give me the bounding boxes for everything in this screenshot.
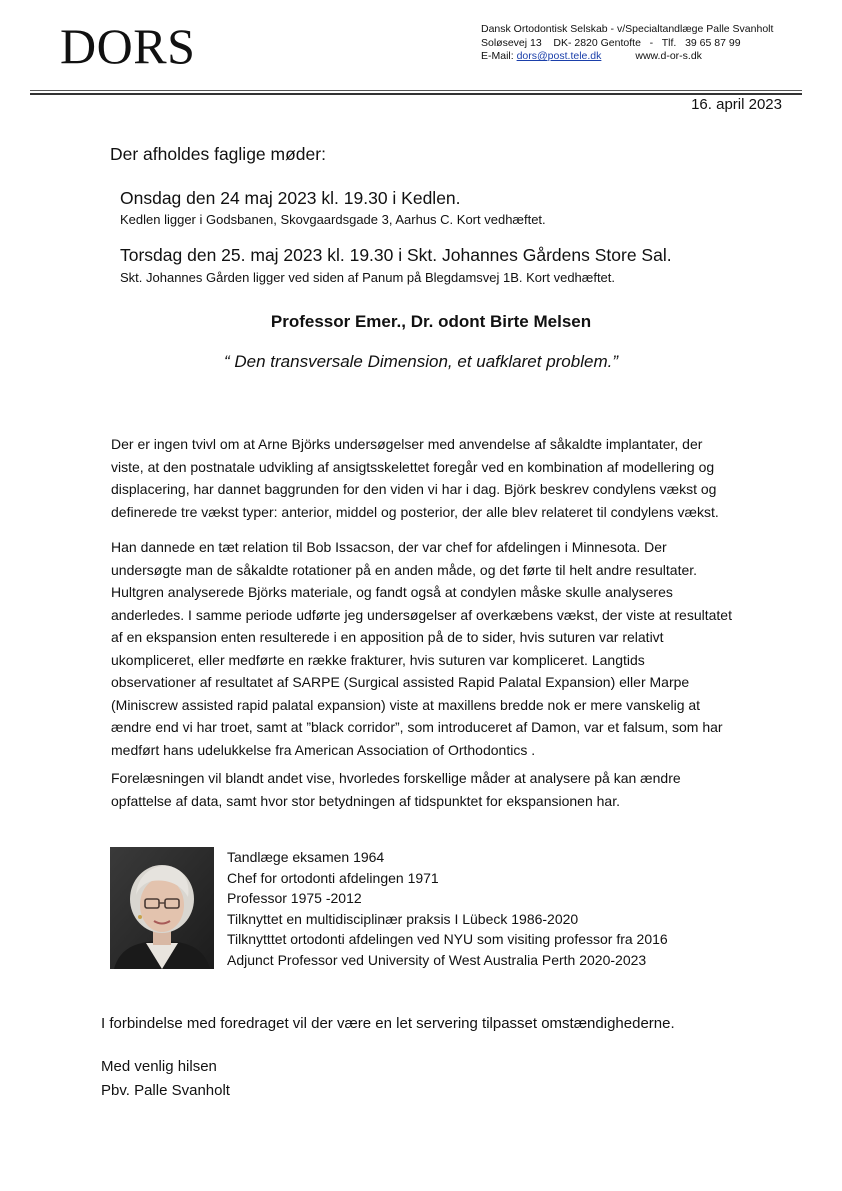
paragraph-line: definerede tre vækst typer: anterior, middel og posterior, der alle blev relateret til condylens vækst. — [111, 503, 719, 520]
speaker-portrait — [110, 847, 214, 969]
dors-logo: DORS — [60, 18, 196, 74]
speaker-bio — [227, 847, 668, 970]
paragraph-line: viste, at den postnatale udvikling af ansigtsskelettet foregår ved en kombination af modellering og — [111, 458, 715, 475]
paragraph-line: displacering, har dannet baggrunden for den viden vi har i dag. Björk beskrev condylens vækst og — [111, 481, 717, 497]
paragraph-line: opfattelse af data, samt hvor stor betydningen af tidspunktet for ekspansionen har. — [111, 792, 620, 809]
lecture-topic: “ Den transversale Dimension, et uafklaret problem.” — [224, 352, 618, 371]
org-email-row — [481, 50, 773, 64]
bio-line: Tilknyttet en multidisciplinær praksis I Lübeck 1986-2020 — [227, 910, 579, 927]
meeting-2-title: Torsdag den 25. maj 2023 kl. 19.30 i Skt. Johannes Gårdens Store Sal. — [120, 245, 672, 265]
portrait-image — [110, 847, 214, 969]
email-label: E-Mail: — [481, 50, 517, 62]
org-name: Dansk Ortodontisk Selskab - v/Specialtandlæge Palle Svanholt — [481, 23, 774, 35]
greeting: Med venlig hilsen — [101, 1058, 217, 1075]
paragraph-line: ukompliceret, eller medførte en række frakturer, hvis suturen var kompliceret. Langtids — [111, 651, 645, 668]
closing-note: I forbindelse med foredraget vil der være en let servering tilpasset omstændighederne. — [101, 1015, 675, 1032]
paragraph-line: medført hans udelukkelse fra American Association of Orthodontics . — [111, 741, 536, 758]
meeting-1-detail: Kedlen ligger i Godsbanen, Skovgaardsgade 3, Aarhus C. Kort vedhæftet. — [120, 212, 546, 227]
bio-line: Adjunct Professor ved University of West Australia Perth 2020-2023 — [227, 951, 647, 968]
bio-line: Tilknytttet ortodonti afdelingen ved NYU som visiting professor fra 2016 — [227, 931, 668, 947]
header-rule-thick — [30, 93, 802, 95]
paragraph-line: Forelæsningen vil blandt andet vise, hvorledes forskellige måder at analysere på kan ændre — [111, 770, 681, 786]
paragraph-line: Hultgren analyserede Björks materiale, og fandt også at condylen måske skulle analyseres — [111, 584, 673, 600]
email-link[interactable]: dors@post.tele.dk — [516, 50, 602, 62]
paragraph-line: af en ekspansion enten resulterede i en apposition på de to sider, hvis suturen var relativt — [111, 629, 664, 645]
letterhead-contact — [481, 23, 773, 64]
letter-date: 16. april 2023 — [691, 96, 782, 113]
paragraph-line: anderledes. I samme periode udførte jeg undersøgelser af overkæbens vækst, der viste at resultatet — [111, 606, 732, 623]
meeting-1-title: Onsdag den 24 maj 2023 kl. 19.30 i Kedlen. — [120, 188, 461, 208]
bio-line: Professor 1975 -2012 — [227, 890, 362, 906]
intro-heading: Der afholdes faglige møder: — [110, 144, 326, 164]
speaker-name: Professor Emer., Dr. odont Birte Melsen — [270, 312, 592, 331]
paragraph-2 — [111, 536, 756, 761]
paragraph-3 — [111, 767, 756, 812]
bio-line: Chef for ortodonti afdelingen 1971 — [227, 869, 439, 886]
paragraph-line: Der er ingen tvivl om at Arne Björks undersøgelser med anvendelse af såkaldte implantater, der — [111, 436, 703, 452]
paragraph-line: ændre end vi har troet, samt at ”black corridor”, som introduceret af Damon, var et falsum, som har — [111, 719, 723, 735]
paragraph-line: (Miniscrew assisted rapid palatal expansion) viste at maxillens bredde nok er mere vanskelig at — [111, 696, 701, 713]
bio-line: Tandlæge eksamen 1964 — [227, 849, 385, 865]
paragraph-line: Han dannede en tæt relation til Bob Issacson, der var chef for afdelingen i Minnesota. Der — [111, 539, 667, 555]
signature-block — [101, 1055, 230, 1103]
org-address: Soløsevej 13 DK- 2820 Gentofte - Tlf. 39 65 87 99 — [481, 36, 741, 49]
paragraph-1 — [111, 433, 756, 523]
paragraph-line: undersøgte man de såkaldte rotationer på en anden måde, og det førte til helt andre resultater. — [111, 561, 698, 578]
header-rule-thin — [30, 90, 802, 91]
meeting-2-detail: Skt. Johannes Gården ligger ved siden af Panum på Blegdamsvej 1B. Kort vedhæftet. — [120, 270, 616, 285]
website-text: www.d-or-s.dk — [635, 50, 702, 62]
signer-name: Pbv. Palle Svanholt — [101, 1082, 230, 1099]
paragraph-line: observationer af resultatet af SARPE (Surgical assisted Rapid Palatal Expansion) eller Marpe — [111, 674, 690, 690]
